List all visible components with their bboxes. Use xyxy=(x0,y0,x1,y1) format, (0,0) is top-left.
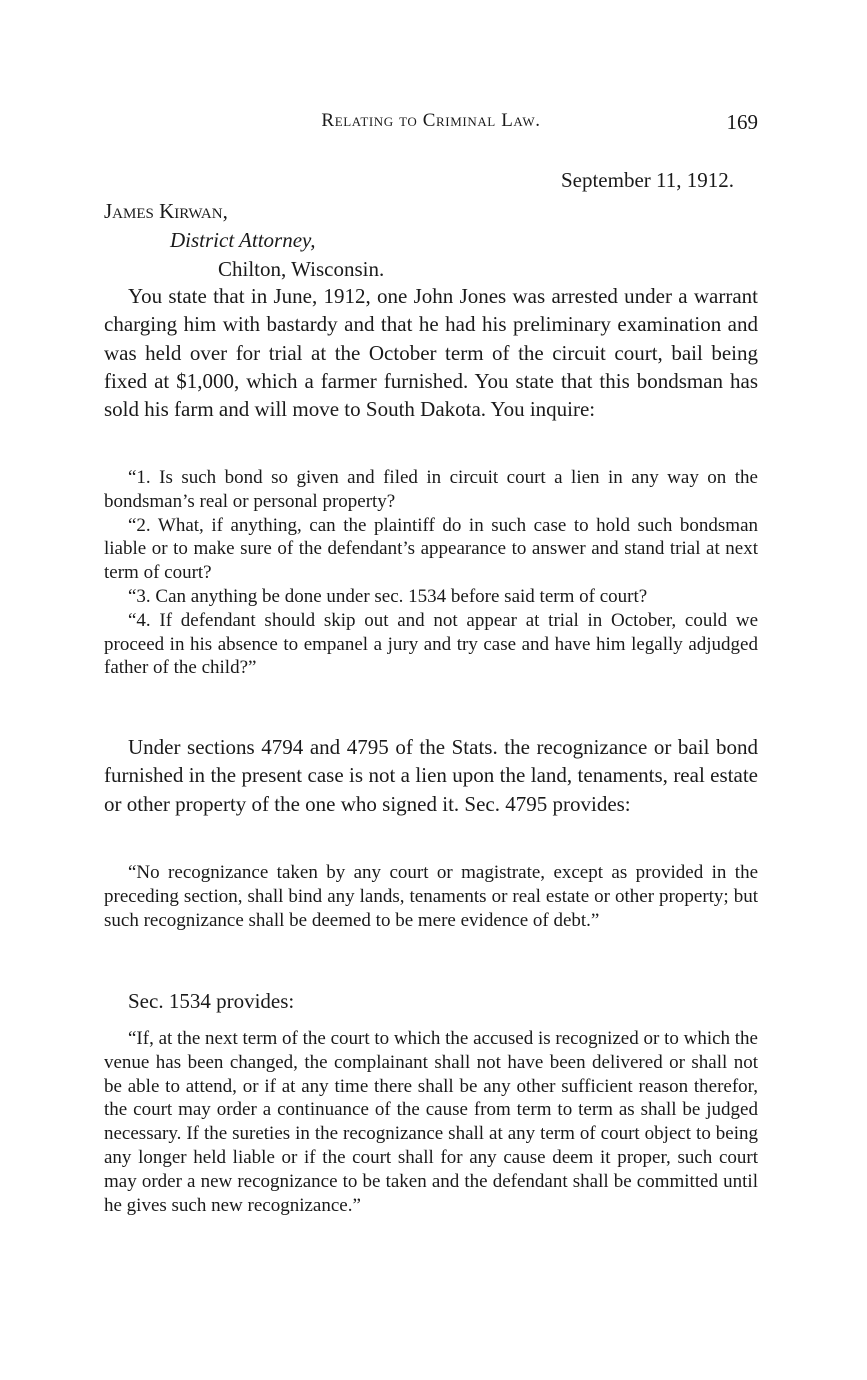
quote-sec-1534: “If, at the next term of the court to which the accused is recognized or to which the venue has been changed, the complainant shall not have been delivered or shall not be able to attend, or if at any time there shall be any other sufficient reason therefor, the court may order a continuance of the cause from term to term as shall be judged necessary. If the sureties in the recognizance shall at any term of court object to being any longer held liable or if the court shall for any cause deem it proper, such court may order a new recognizance to be taken and the defendant shall be committed until he gives such new recognizance.” xyxy=(104,1028,758,1216)
addressee-name: James Kirwan, xyxy=(104,199,228,223)
sec-1534-intro: Sec. 1534 provides: xyxy=(128,989,295,1013)
question-1: “1. Is such bond so given and filed in circuit court a lien in any way on the bondsman’s real or personal property? xyxy=(104,467,758,512)
intro-paragraph: You state that in June, 1912, one John Jones was arrested under a warrant charging him with bastardy and that he had his preliminary examination and was held over for trial at the October term of the circuit court, bail being fixed at $1,000, which a farmer furnished. You state that this bondsman has sold his farm and will move to South Dakota. You inquire: xyxy=(104,284,758,422)
questions-block xyxy=(104,466,758,680)
addressee-block xyxy=(104,197,384,284)
addressee-place: Chilton, Wisconsin. xyxy=(218,257,385,281)
page-number: 169 xyxy=(726,110,758,134)
letter-date: September 11, 1912. xyxy=(560,168,734,192)
question-4: “4. If defendant should skip out and not appear at trial in October, could we proceed in his absence to empanel a jury and try case and have him legally adjudged father of the child?” xyxy=(104,609,758,679)
quote-sec-4795: “No recognizance taken by any court or magistrate, except as provided in the preceding section, shall bind any lands, tenaments or real estate or other property; but such recognizance shall be deemed to be mere evidence of debt.” xyxy=(104,862,758,931)
question-3: “3. Can anything be done under sec. 1534 before said term of court? xyxy=(128,585,648,607)
question-2: “2. What, if anything, can the plaintiff do in such case to hold such bondsman liable or to make sure of the defendant’s appearance to answer and stand trial at next term of court? xyxy=(104,514,758,584)
addressee-title: District Attorney, xyxy=(170,228,316,252)
running-head xyxy=(104,110,758,140)
running-title: Relating to Criminal Law. xyxy=(321,110,541,131)
answer-paragraph: Under sections 4794 and 4795 of the Stats. the recognizance or bail bond furnished in the present case is not a lien upon the land, tenaments, real estate or other property of the one who signed it. Sec. 4795 provides: xyxy=(104,735,758,816)
